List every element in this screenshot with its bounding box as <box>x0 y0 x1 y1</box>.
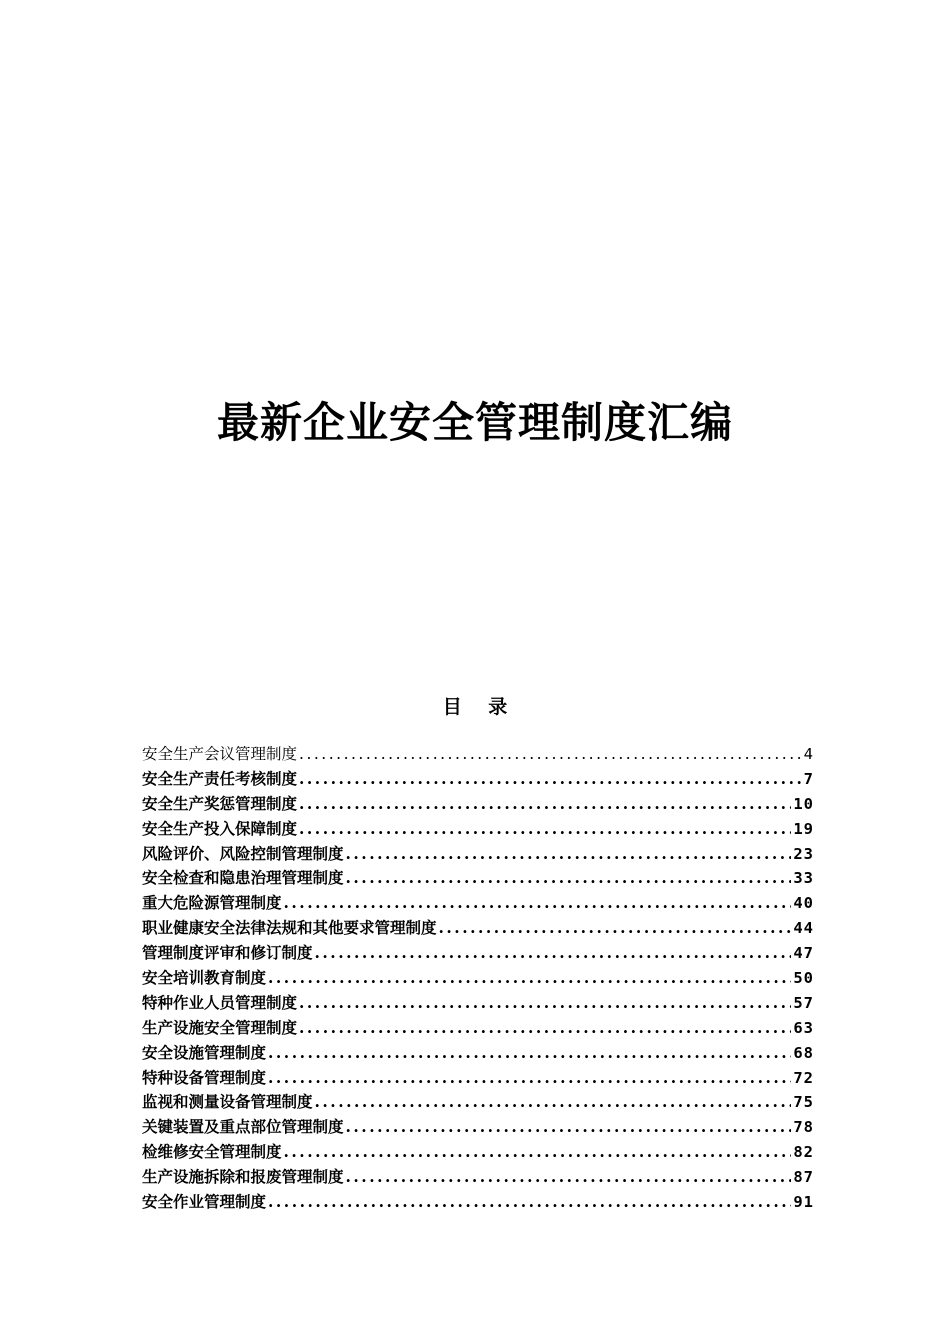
toc-dot-leader <box>299 1016 791 1041</box>
toc-entry-title: 生产设施拆除和报废管理制度 <box>142 1167 344 1187</box>
toc-dot-leader <box>315 1090 792 1115</box>
toc-dot-leader <box>346 1165 792 1190</box>
toc-entry[interactable] <box>142 1066 814 1091</box>
toc-entry-title: 特种作业人员管理制度 <box>142 992 298 1012</box>
toc-dot-leader <box>268 1190 791 1215</box>
toc-entry[interactable] <box>142 842 814 867</box>
toc-dot-leader <box>284 1140 792 1165</box>
toc-dot-leader <box>315 941 792 966</box>
toc-entry-page: 91 <box>793 1193 814 1212</box>
toc-dot-leader <box>268 1041 791 1066</box>
toc-entry-title: 职业健康安全法律法规和其他要求管理制度 <box>142 918 437 938</box>
toc-entry[interactable] <box>142 792 814 817</box>
toc-entry[interactable] <box>142 767 814 792</box>
toc-entry-title: 安全设施管理制度 <box>142 1042 267 1062</box>
toc-entry-page: 47 <box>793 944 814 963</box>
toc-entry[interactable] <box>142 1090 814 1115</box>
toc-entry-page: 50 <box>793 969 814 988</box>
toc-entry-title: 特种设备管理制度 <box>142 1067 267 1087</box>
toc-entry-page: 82 <box>793 1143 814 1162</box>
toc-entry-title: 安全生产责任考核制度 <box>142 768 298 788</box>
toc-dot-leader <box>299 767 802 792</box>
toc-entry[interactable] <box>142 1016 814 1041</box>
toc-entry-page: 19 <box>793 819 814 838</box>
toc-entry-title: 安全生产会议管理制度 <box>142 745 298 763</box>
toc-entry[interactable] <box>142 1140 814 1165</box>
toc-entry-title: 检维修安全管理制度 <box>142 1142 282 1162</box>
toc-entry-page: 75 <box>793 1093 814 1112</box>
toc-entry[interactable] <box>142 866 814 891</box>
toc-entry-title: 安全检查和隐患治理管理制度 <box>142 868 344 888</box>
toc-dot-leader <box>299 792 791 817</box>
toc-entry-page: 40 <box>793 894 814 913</box>
toc-entry-title: 生产设施安全管理制度 <box>142 1017 298 1037</box>
toc-entry[interactable] <box>142 1190 814 1215</box>
toc-entry-page: 57 <box>793 993 814 1012</box>
toc-entry-title: 安全培训教育制度 <box>142 968 267 988</box>
toc-dot-leader <box>346 1115 792 1140</box>
toc-entry-title: 重大危险源管理制度 <box>142 893 282 913</box>
toc-entry[interactable] <box>142 742 814 767</box>
toc-entry-title: 安全生产投入保障制度 <box>142 818 298 838</box>
toc-entry-page: 10 <box>793 794 814 813</box>
toc-dot-leader <box>346 866 792 891</box>
toc-entry[interactable] <box>142 1115 814 1140</box>
toc-heading: 目 录 <box>442 696 508 718</box>
toc-entry-page: 23 <box>793 844 814 863</box>
toc-entry-page: 63 <box>793 1018 814 1037</box>
toc-entry-title: 安全生产奖惩管理制度 <box>142 793 298 813</box>
toc-entry-title: 安全作业管理制度 <box>142 1192 267 1212</box>
toc-entry-page: 7 <box>803 769 814 788</box>
table-of-contents <box>142 742 814 1215</box>
toc-entry[interactable] <box>142 817 814 842</box>
toc-entry[interactable] <box>142 941 814 966</box>
toc-dot-leader <box>299 817 791 842</box>
toc-dot-leader <box>284 891 792 916</box>
toc-dot-leader <box>439 916 792 941</box>
toc-dot-leader <box>299 742 802 767</box>
toc-dot-leader <box>268 1066 791 1091</box>
toc-dot-leader <box>268 966 791 991</box>
document-title: 最新企业安全管理制度汇编 <box>216 398 733 447</box>
toc-entry-title: 管理制度评审和修订制度 <box>142 943 313 963</box>
toc-entry-title: 关键装置及重点部位管理制度 <box>142 1117 344 1137</box>
toc-entry[interactable] <box>142 891 814 916</box>
toc-entry-page: 4 <box>803 745 814 763</box>
toc-dot-leader <box>299 991 791 1016</box>
toc-entry-title: 风险评价、风险控制管理制度 <box>142 843 344 863</box>
toc-entry-page: 33 <box>793 869 814 888</box>
toc-entry-title: 监视和测量设备管理制度 <box>142 1092 313 1112</box>
toc-entry-page: 68 <box>793 1043 814 1062</box>
toc-entry[interactable] <box>142 1165 814 1190</box>
toc-entry-page: 87 <box>793 1168 814 1187</box>
toc-dot-leader <box>346 842 792 867</box>
toc-entry[interactable] <box>142 966 814 991</box>
toc-entry-page: 44 <box>793 919 814 938</box>
toc-entry-page: 78 <box>793 1118 814 1137</box>
toc-entry-page: 72 <box>793 1068 814 1087</box>
toc-entry[interactable] <box>142 1041 814 1066</box>
toc-entry[interactable] <box>142 991 814 1016</box>
toc-entry[interactable] <box>142 916 814 941</box>
